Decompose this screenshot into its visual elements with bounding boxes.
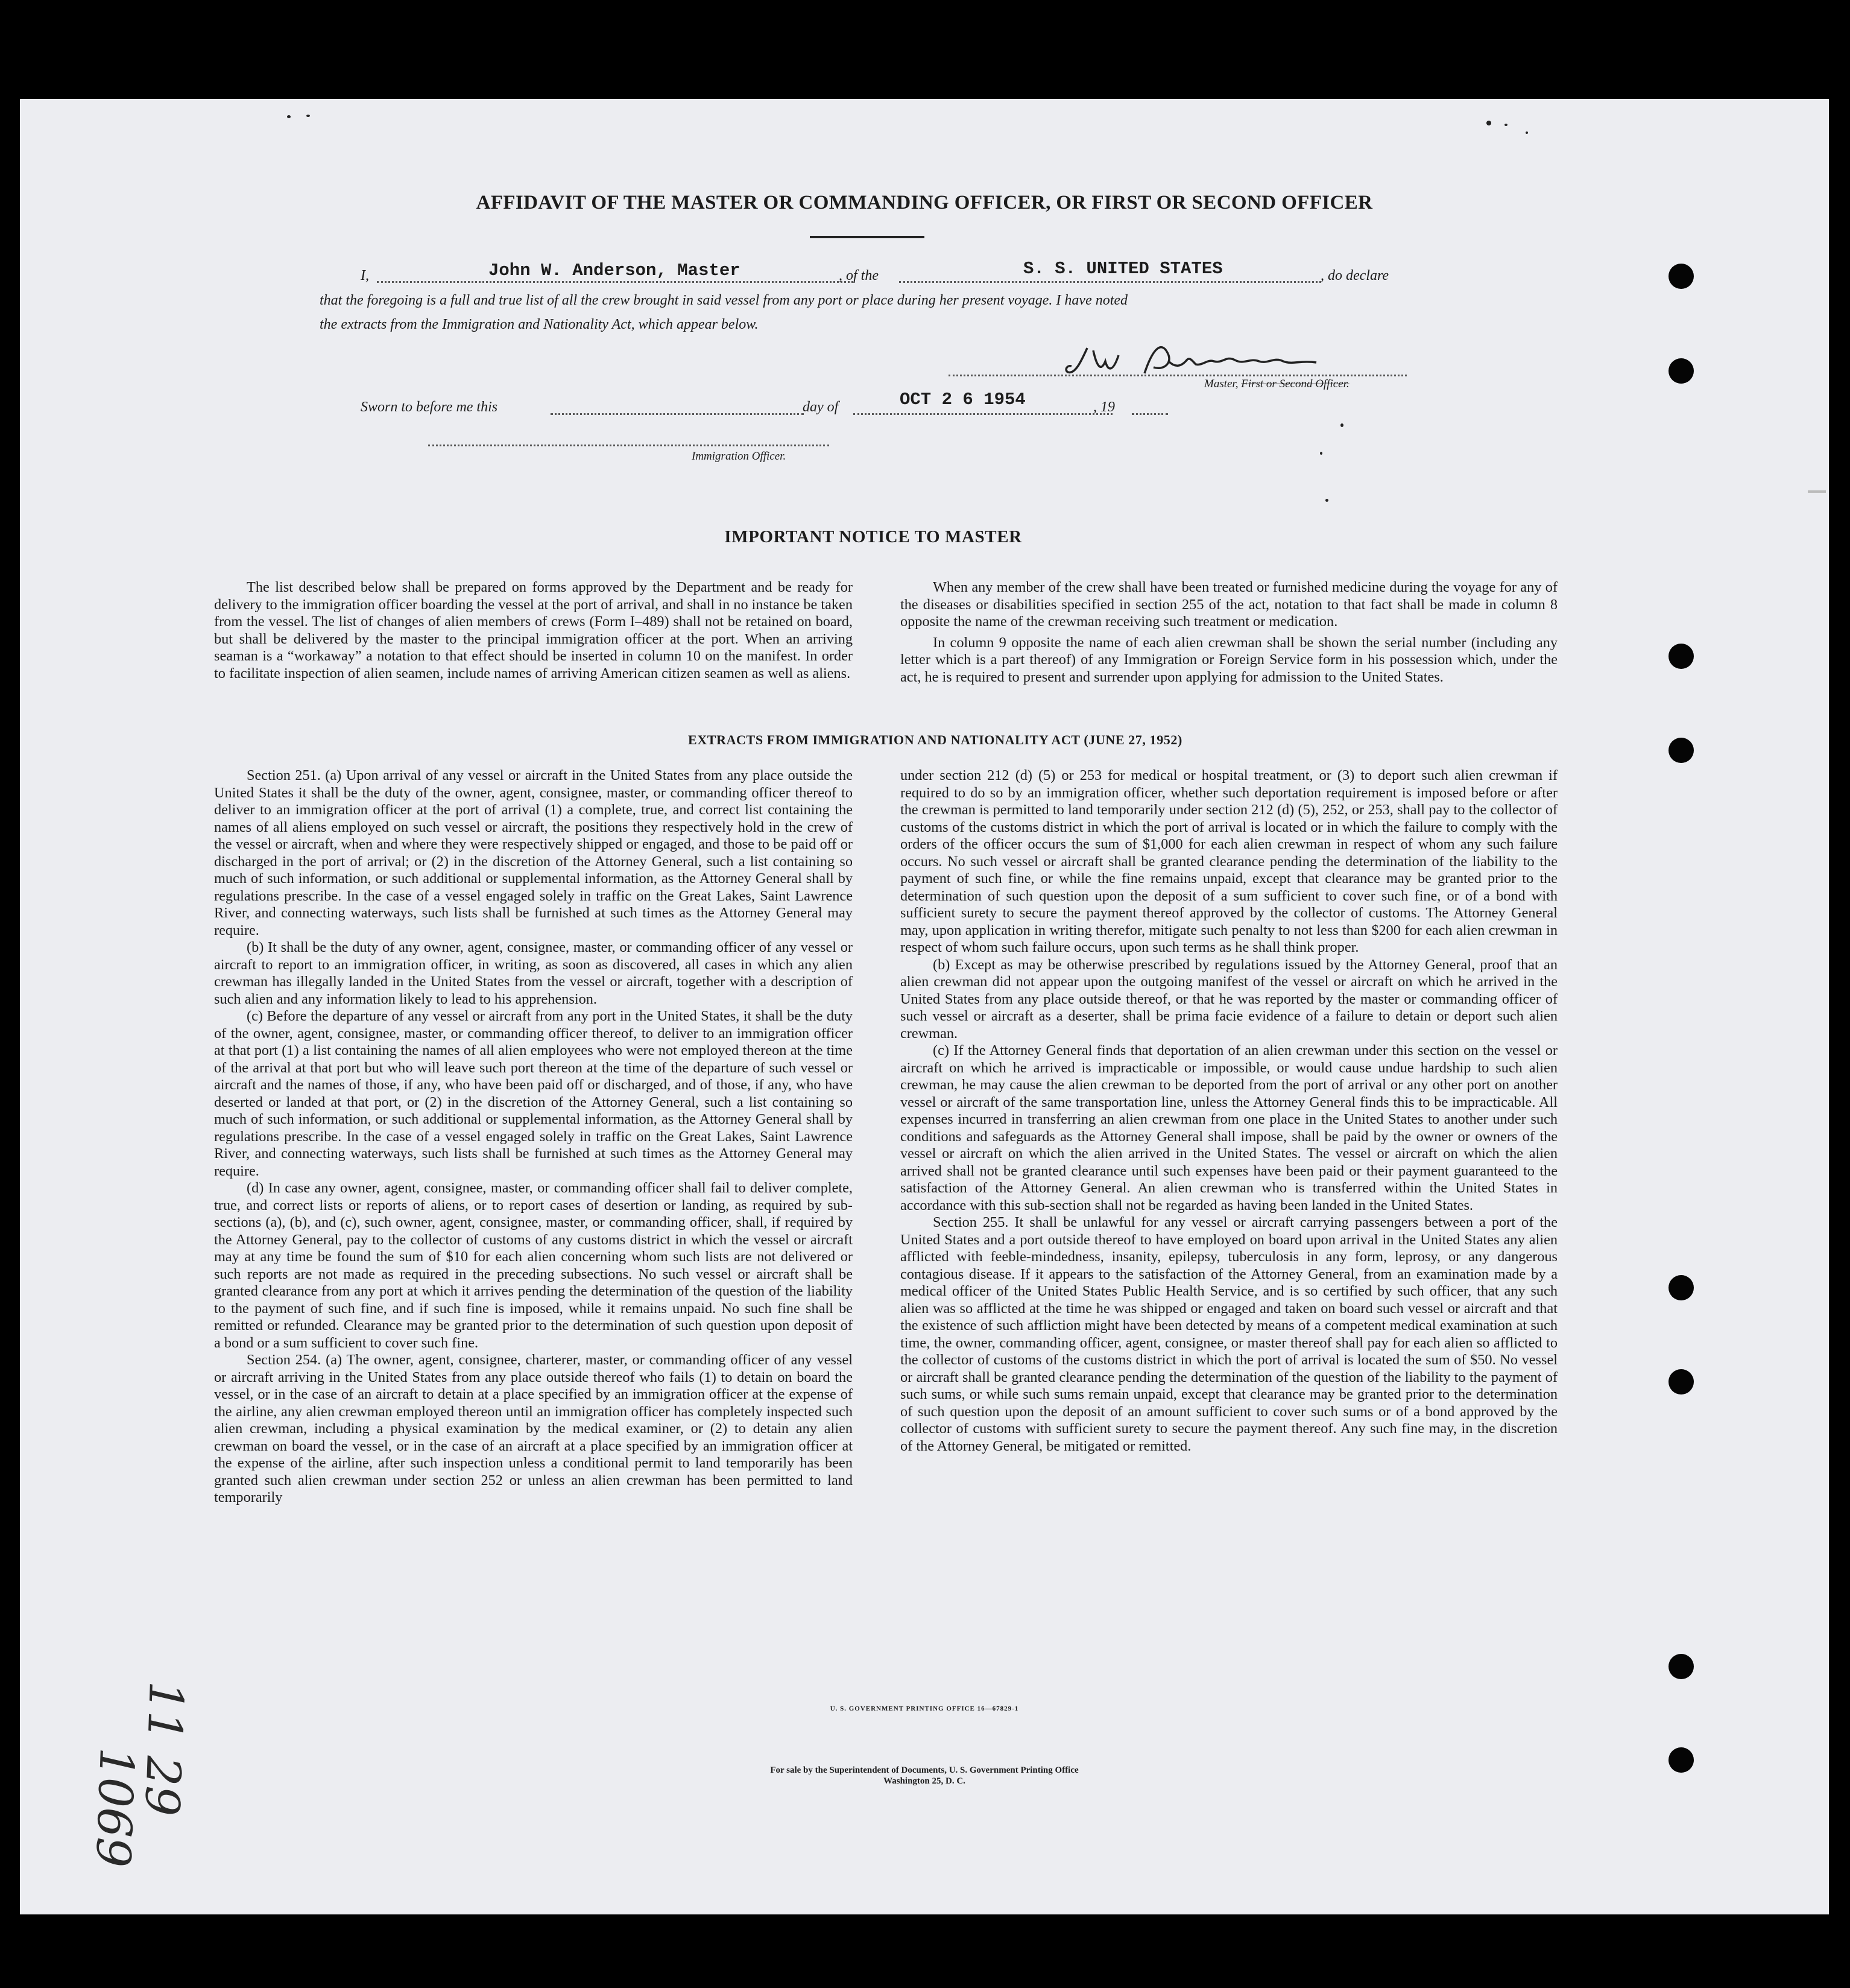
punch-hole (1668, 1747, 1694, 1773)
master-caption-prefix: Master, (1204, 378, 1242, 390)
notice-title: IMPORTANT NOTICE TO MASTER (724, 527, 1022, 546)
section-251-c: (c) Before the departure of any vessel or aircraft from any port in the United States, it shall be the duty of the owner, agent, consignee, master, or commanding officer thereof, to deliver to an immigration officer at that port (1) a list containing the names of all alien employees who were not employed thereon at the time of the arrival at that port but who will leave such port thereon at the time of the departure of such vessel or aircraft and the names of those, if any, who have been paid off or discharged, and of those, if any, who have deserted or landed at that port, or (2) in the discretion of the Attorney General, such a list containing so much of such information, or such additional or supplemental information, as the Attorney General shall by regulations prescribe. In the case of a vessel engaged solely in traffic on the Great Lakes, Saint Lawrence River, and connecting waterways, such lists shall be furnished at such times as the Attorney General may require. (214, 1008, 853, 1179)
year-line (1132, 413, 1168, 415)
affidavit-title: AFFIDAVIT OF THE MASTER OR COMMANDING OFFICER, OR FIRST OR SECOND OFFICER (476, 192, 1373, 214)
for-sale-line-1: For sale by the Superintendent of Documents, U. S. Government Printing Office (770, 1765, 1079, 1775)
notice-left-column (214, 579, 853, 682)
section-254-a-continued: under section 212 (d) (5) or 253 for medical or hospital treatment, or (3) to deport such alien crewman if required to do so by an immigration officer, whether such deportation requirement is imposed before or after the crewman is permitted to land temporarily under section 212 (d) (5), 252, or 253, shall pay to the collector of customs of the customs district in which the port of arrival is located or in which the failure to comply with the orders of the officer occurs the sum of $1,000 for each alien crewman in respect of whom any such failure occurs. No such vessel or aircraft shall be granted clearance pending the determination of the liability to the payment of such fine, or while the fine remains unpaid, except that clearance may be granted prior to the determination of such question upon the deposit of a sum sufficient to cover such fine, or of a bond with sufficient surety to secure the payment thereof approved by the collector of customs. The Attorney General may, upon application in writing therefor, mitigate such penalty to not less than $200 for each alien crewman in respect of whom such failure occurs, upon such terms as he shall think proper. (900, 767, 1558, 955)
punch-hole (1668, 358, 1694, 384)
name-line (377, 281, 853, 283)
sworn-date-stamp: OCT 2 6 1954 (900, 390, 1026, 410)
section-251-b: (b) It shall be the duty of any owner, agent, consignee, master, or commanding officer of any vessel or aircraft to report to an immigration officer, in writing, as soon as discovered, all cases in which any alien crewman has illegally landed in the United States from the vessel or aircraft, together with a description of such alien and any information likely to lead to his apprehension. (214, 939, 853, 1007)
extracts-left-column (214, 767, 853, 1507)
section-255: Section 255. It shall be unlawful for any vessel or aircraft carrying passengers between a port of the United States and a port outside thereof to have employed on board upon arrival in the United States any alien afflicted with feeble-mindedness, insanity, epilepsy, tuberculosis in any form, leprosy, or any dangerous contagious disease. If it appears to the satisfaction of the Attorney General, from an examination made by a medical officer of the United States Public Health Service, and is so certified by such officer, that any such alien was so afflicted at the time he was shipped or engaged and taken on board such vessel or aircraft and that the existence of such affliction might have been detected by means of a competent medical examination at such time, the owner, commanding officer, agent, consignee, or master thereof shall pay for each alien so afflicted to the collector of customs of the customs district in which the port of arrival is located the sum of $50. No vessel or aircraft shall be granted clearance pending the determination of the question of the liability to the payment of such sums, or while such sums remain unpaid, except that clearance may be granted prior to the determination of such question upon the deposit of an amount sufficient to cover such sums or of a bond approved by the collector of customs with sufficient surety to secure the payment thereof. Any such fine may, in the discretion of the Attorney General, be mitigated or remitted. (900, 1214, 1558, 1454)
punch-hole (1668, 738, 1694, 763)
vessel-line (899, 281, 1321, 283)
i-label: I, (361, 268, 369, 283)
vessel-name: S. S. UNITED STATES (1023, 259, 1223, 279)
declaration-line-2: that the foregoing is a full and true list of all the crew brought in said vessel from any port or place during her present voyage. I have noted (320, 293, 1128, 308)
notice-right-column (900, 579, 1558, 686)
sworn-month-line (853, 413, 1113, 415)
notice-right-paragraph-1: When any member of the crew shall have been treated or furnished medicine during the voyage for any of the diseases or disabilities specified in section 255 of the act, notation to that fact shall be made in column 8 opposite the name of the crewman receiving such treatment or medication. (900, 579, 1558, 630)
immigration-officer-line (428, 445, 829, 446)
section-251-a: Section 251. (a) Upon arrival of any vessel or aircraft in the United States from any place outside the United States it shall be the duty of the owner, agent, consignee, master, or commanding officer thereof to deliver to an immigration officer at the port of arrival (1) a complete, true, and correct list containing the names of all aliens employed on such vessel or aircraft, the positions they respectively hold in the crew of the vessel or aircraft, when and where they were respectively shipped or engaged, and those to be paid off or discharged in the port of arrival; or (2) in the discretion of the Attorney General, such a list containing so much of such information, or such additional or supplemental information, as the Attorney General shall by regulations prescribe. In the case of a vessel engaged solely in traffic on the Great Lakes, Saint Lawrence River, and connecting waterways, such lists shall be furnished at such times as the Attorney General may require. (214, 767, 853, 939)
margin-note-2: 1069 (85, 1746, 144, 1869)
title-rule (810, 236, 924, 238)
section-254-a: Section 254. (a) The owner, agent, consignee, charterer, master, or commanding officer of any vessel or aircraft arriving in the United States from any place outside thereof who fails (1) to detain on board the vessel, or in the case of an aircraft to detain at a place specified by an immigration officer at the expense of the airline, any alien crewman employed thereon until an immigration officer has completely inspected such alien crewman, including a physical examination by the medical examiner, or (2) to detain any alien crewman on board the vessel, or in the case of an aircraft at a place specified by an immigration officer at the expense of the airline, after such inspection unless a conditional permit to land temporarily has been granted such alien crewman under section 252 or unless an alien crewman has been permitted to land temporarily (214, 1352, 853, 1505)
extracts-right-column (900, 767, 1558, 1455)
section-251-d: (d) In case any owner, agent, consignee, master, or commanding officer shall fail to deliver complete, true, and correct lists or reports of aliens, or to report cases of desertion or landing, as required by sub-sections (a), (b), and (c), such owner, agent, consignee, master, or commanding officer, shall, if required by the Attorney General, pay to the collector of customs of any customs district in which the vessel or aircraft may at any time be found the sum of $10 for each alien concerning whom such lists are not delivered or such reports are not made as required in the preceding subsections. No such vessel or aircraft shall be granted clearance from any port at which it arrives pending the determination of the question of the liability to the payment of such fine, and if such fine is imposed, while it remains unpaid. No such fine shall be remitted or refunded. Clearance may be granted prior to the determination of such question upon deposit of a bond or a sum sufficient to cover such fine. (214, 1180, 853, 1351)
day-of-label: day of (803, 399, 839, 415)
section-254-b: (b) Except as may be otherwise prescribed by regulations issued by the Attorney General, proof that an alien crewman did not appear upon the outgoing manifest of the vessel or aircraft on which he arrived in the United States from any place outside thereof, or that he was reported by the master or commanding officer of such vessel or aircraft as a deserter, shall be prima facie evidence of a failure to detain or deport such alien crewman. (900, 956, 1558, 1042)
year-prefix: , 19 (1093, 399, 1115, 415)
signature-text: JW Anderson (1063, 337, 1067, 338)
punch-hole (1668, 264, 1694, 289)
master-caption (1204, 378, 1350, 391)
punch-hole (1668, 1654, 1694, 1679)
declaration-line-3: the extracts from the Immigration and Nationality Act, which appear below. (320, 317, 759, 332)
notice-right-paragraph-2: In column 9 opposite the name of each alien crewman shall be shown the serial number (including any letter which is a part thereof) of any Immigration or Foreign Service form in his possession which, under the act, he is required to present and surrender upon applying for admission to the United States. (900, 634, 1558, 685)
affidavit-page (20, 99, 1829, 1914)
for-sale-notice (20, 1765, 1829, 1787)
of-the-label: , of the (839, 268, 879, 283)
extracts-title: EXTRACTS FROM IMMIGRATION AND NATIONALITY ACT (JUNE 27, 1952) (688, 732, 1182, 747)
edge-mark (1808, 490, 1826, 493)
section-254-c: (c) If the Attorney General finds that deportation of an alien crewman under this section on the vessel or aircraft on which he arrived is impracticable or impossible, or would cause undue hardship to such alien crewman, he may cause the alien crewman to be deported from the port of arrival or any other port on another vessel or aircraft of the same transportation line, unless the Attorney General finds this to be impracticable. All expenses incurred in transferring an alien crewman from one place in the United States to another under such conditions and safeguards as the Attorney General shall impose, shall be paid by the owner or owners of the vessel or aircraft on which the alien arrived in the United States. The vessel or aircraft on which the alien arrived shall not be granted clearance until such expenses have been paid or their payment guaranteed to the satisfaction of the Attorney General. An alien crewman who is transferred within the United States in accordance with this sub-section shall not be regarded as having been landed in the United States. (900, 1042, 1558, 1214)
punch-hole (1668, 1369, 1694, 1394)
do-declare-label: , do declare (1321, 268, 1389, 283)
sworn-label: Sworn to before me this (361, 399, 498, 415)
punch-hole (1668, 644, 1694, 669)
sworn-day-line (551, 413, 804, 415)
notice-left-paragraph: The list described below shall be prepared on forms approved by the Department and be ready for delivery to the immigration officer boarding the vessel at the port of arrival, and shall in no instance be taken from the vessel. The list of changes of alien members of crews (Form I–489) shall not be retained on board, but shall be delivered by the master to the principal immigration officer at the port. When an arriving seaman is a “workaway” a notation to that effect should be inserted in column 10 on the manifest. In order to facilitate inspection of alien seamen, include names of arriving American citizen seamen as well as aliens. (214, 579, 853, 682)
immigration-officer-label: Immigration Officer. (692, 450, 786, 463)
punch-hole (1668, 1275, 1694, 1300)
margin-note-1: 11 29 (134, 1680, 193, 1817)
master-signature (1063, 337, 1322, 382)
master-caption-struck: First or Second Officer. (1241, 378, 1350, 390)
gpo-imprint: U. S. GOVERNMENT PRINTING OFFICE 16—67829-1 (830, 1705, 1019, 1712)
master-name: John W. Anderson, Master (488, 261, 740, 280)
for-sale-line-2: Washington 25, D. C. (883, 1776, 965, 1786)
